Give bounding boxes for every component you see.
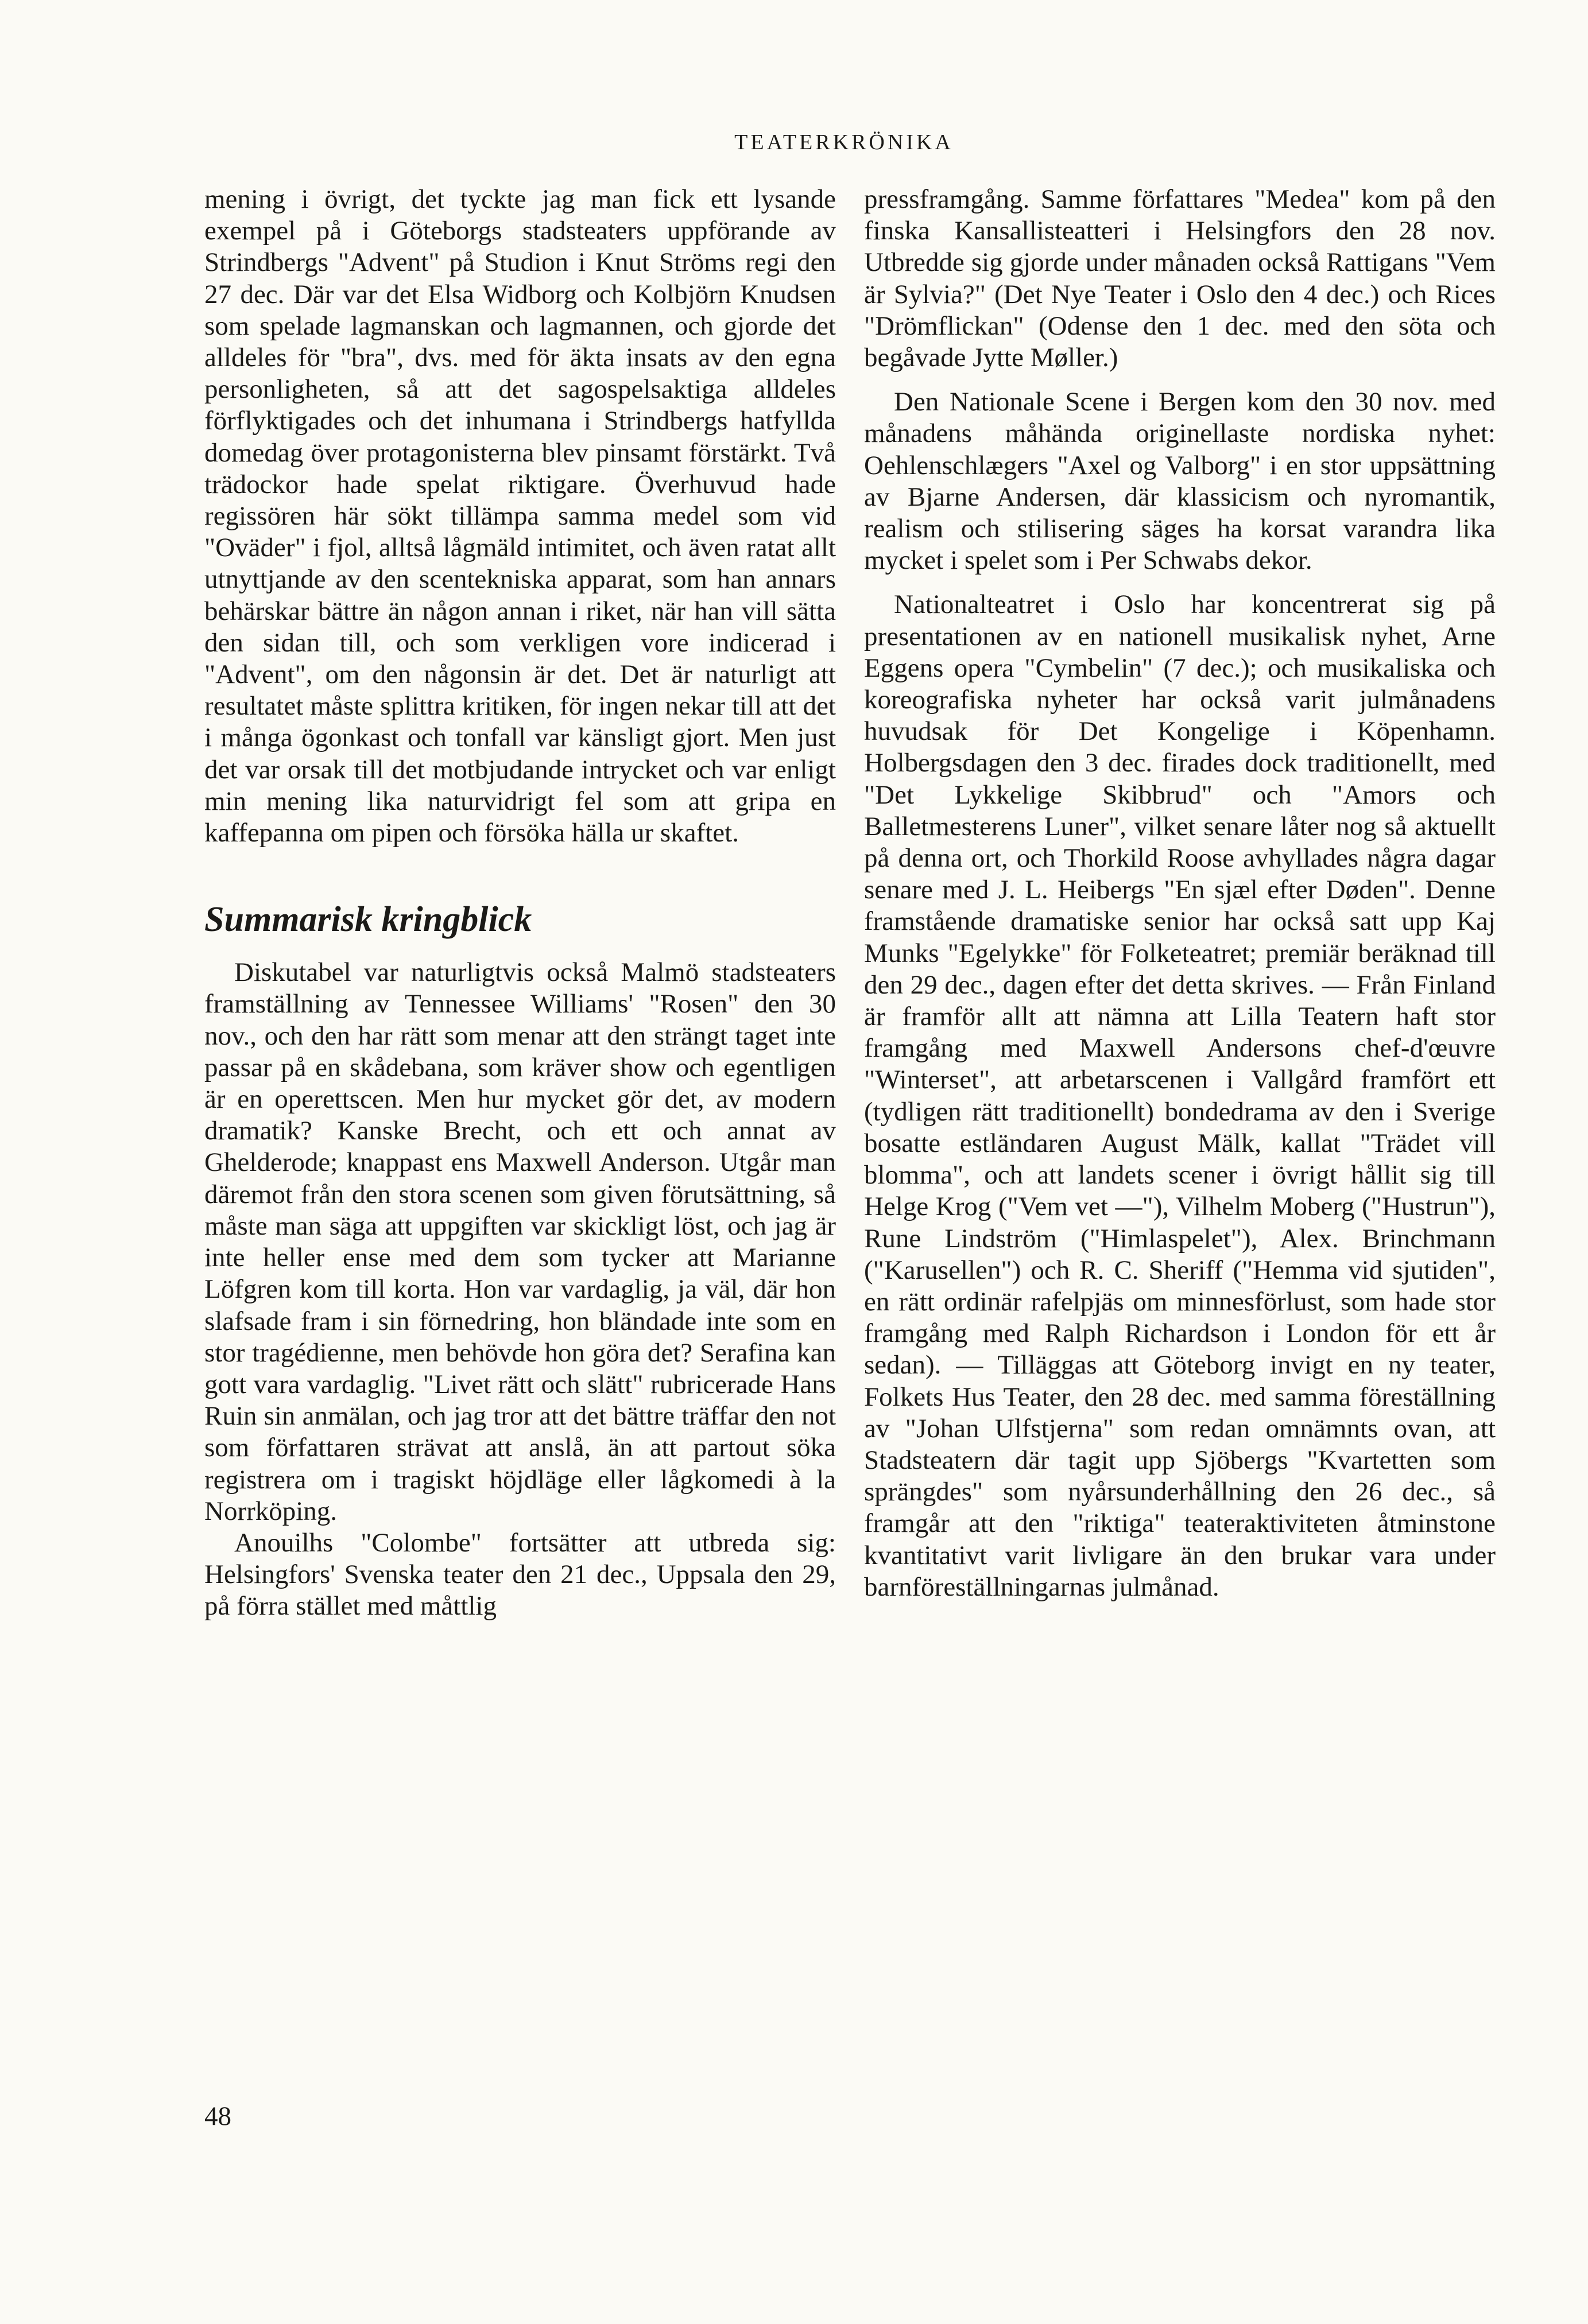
section-heading: Summarisk kringblick — [204, 900, 532, 940]
body-paragraph: pressframgång. Samme författares "Medea" kom på den finska Kansallisteatteri i Helsingfors den 28 nov. Utbredde sig gjorde under månaden också Rattigans "Vem är Sylvia?" (Det Nye Teater i Oslo den 4 dec.) och Rices "Drömflickan" (Odense den 1 dec. med den söta och begåvade Jytte Møller.) — [864, 184, 1496, 373]
body-paragraph: Nationalteatret i Oslo har koncentrerat sig på presentationen av en nationell musikalisk nyhet, Arne Eggens opera "Cymbelin" (7 dec.); och musikaliska och koreografiska nyheter har också varit julmånadens huvudsak för Det Kongelige i Köpenhamn. Holbergsdagen den 3 dec. firades dock traditionellt, med "Det Lykkelige Skibbrud" och "Amors och Balletmesterens Luner", vilket senare låter nog så aktuellt på denna ort, och Thorkild Roose avhyllades några dagar senare med J. L. Heibergs "En sjæl efter Døden". Denne framstående dramatiske senior har också satt upp Kaj Munks "Egelykke" för Folketeatret; premiär beräknad till den 29 dec., dagen efter det detta skrives. — Från Finland är framför allt att nämna att Lilla Teatern haft stor framgång med Maxwell Andersons chef-d'œuvre "Winterset", att arbetarscenen i Vallgård framfört ett (tydligen rätt traditionellt) bondedrama av den i Sverige bosatte estländaren August Mälk, kallat "Trädet vill blomma", och att landets scener i övrigt hållit sig till Helge Krog ("Vem vet —"), Vilhelm Moberg ("Hustrun"), Rune Lindström ("Himlaspelet"), Alex. Brinchmann ("Karusellen") och R. C. Sheriff ("Hemma vid sjutiden", en rätt ordinär rafelpjäs om minnesförlust, som hade stor framgång med Ralph Richardson i London för ett år sedan). — Tilläggas att Göteborg invigt en ny teater, Folkets Hus Teater, den 28 dec. med samma föreställning av "Johan Ulfstjerna" som redan omnämnts ovan, att Stadsteatern där tagit upp Sjöbergs "Kvartetten som sprängdes" som nyårsunderhållning den 26 dec., så framgår att den "riktiga" teateraktiviteten åtminstone kvantitativt varit livligare än den brukar vara under barnföreställningarnas julmånad. — [864, 589, 1496, 1602]
body-paragraph: Anouilhs "Colombe" fortsätter att utbreda sig: Helsingfors' Svenska teater den 21 dec., Uppsala den 29, på förra stället med måttlig — [204, 1527, 836, 1621]
running-title: TEATERKRÖNIKA — [734, 130, 954, 154]
body-paragraph: Den Nationale Scene i Bergen kom den 30 nov. med månadens måhända originellaste nordiska nyhet: Oehlenschlægers "Axel og Valborg" i en stor uppsättning av Bjarne Andersen, där klassicism och nyromantik, realism och stilisering säges ha korsat varandra lika mycket i spelet som i Per Schwabs dekor. — [864, 387, 1496, 576]
page-number: 48 — [204, 2101, 231, 2131]
right-column — [864, 184, 1496, 1603]
left-column — [204, 184, 836, 1623]
body-paragraph: mening i övrigt, det tyckte jag man fick ett lysande exempel på i Göteborgs stadsteaters uppförande av Strindbergs "Advent" på Studion i Knut Ströms regi den 27 dec. Där var det Elsa Widborg och Kolbjörn Knudsen som spelade lagmanskan och lagmannen, och gjorde det alldeles för "bra", dvs. med för äkta insats av den egna personligheten, så att det sagospelsaktiga alldeles förflyktigades och det inhumana i Strindbergs hatfyllda domedag över protagonisterna blev pinsamt förstärkt. Två trädockor hade spelat riktigare. Överhuvud hade regissören här sökt tillämpa samma medel som vid "Oväder" i fjol, alltså lågmäld intimitet, och även ratat allt utnyttjande av den scentekniska apparat, som han annars behärskar bättre än någon annan i riket, när han vill sätta den sidan till, och som verkligen vore indicerad i "Advent", om den någonsin är det. Det är naturligt att resultatet måste splittra kritiken, för ingen nekar till att det i många ögonkast och tonfall var känsligt gjort. Men just det var orsak till det motbjudande intrycket och var enligt min mening lika naturvidrigt fel som att gripa en kaffepanna om pipen och försöka hälla ur skaftet. — [204, 184, 836, 848]
body-paragraph: Diskutabel var naturligtvis också Malmö stadsteaters framställning av Tennessee Williams' "Rosen" den 30 nov., och den har rätt som menar att den strängt taget inte passar på en skådebana, som kräver show och egentligen är en operettscen. Men hur mycket gör det, av modern dramatik? Kanske Brecht, och ett och annat av Ghelderode; knappast ens Maxwell Anderson. Utgår man däremot från den stora scenen som given förutsättning, så måste man säga att uppgiften var skickligt löst, och jag är inte heller ense med dem som tycker att Marianne Löfgren kom till korta. Hon var vardaglig, ja väl, där hon slafsade fram i sin förnedring, hon bländade inte som en stor tragédienne, men behövde hon göra det? Serafina kan gott vara vardaglig. "Livet rätt och slätt" rubricerade Hans Ruin sin anmälan, och jag tror att det bättre träffar den not som författaren strävat att anslå, än att partout söka registrera om i tragiskt höjdläge eller lågkomedi à la Norrköping. — [204, 957, 836, 1526]
